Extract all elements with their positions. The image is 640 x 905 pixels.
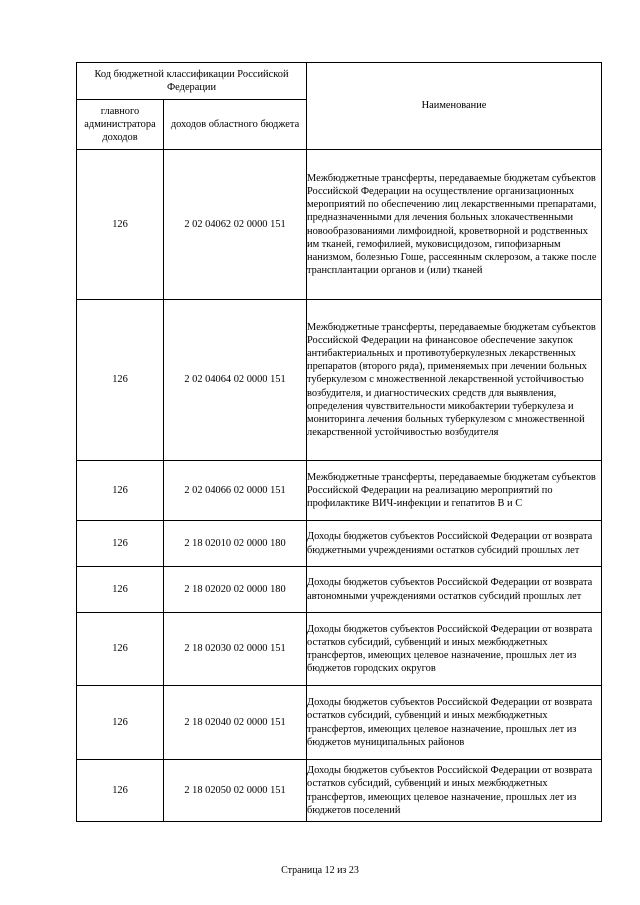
admin-code-cell: 126 (77, 760, 164, 822)
page-number: Страница 12 из 23 (281, 865, 359, 876)
name-cell: Межбюджетные трансферты, передаваемые бюджетам субъектов Российской Федерации на финансовое обеспечение закупок антибактериальных и противотуберкулезных лекарственных препаратов (второго ряда), применяемых при лечении больных туберкулезом с множественной лекарственной устойчивостью возбудителя, и диагностических средств для выявления, определения чувствительности микобактерии туберкулеза и мониторинга лечения больных туберкулезом с множественной лекарственной устойчивостью возбудителя (307, 300, 602, 461)
header-name: Наименование (307, 63, 602, 150)
table-row (77, 300, 602, 461)
header-income-code: доходов областного бюджета (164, 100, 307, 150)
income-code-cell: 2 18 02020 02 0000 180 (164, 567, 307, 613)
name-cell: Доходы бюджетов субъектов Российской Федерации от возврата остатков субсидий, субвенций и иных межбюджетных трансфертов, имеющих целевое назначение, прошлых лет из бюджетов поселений (307, 760, 602, 822)
income-code-cell: 2 02 04062 02 0000 151 (164, 150, 307, 300)
name-cell: Межбюджетные трансферты, передаваемые бюджетам субъектов Российской Федерации на реализацию мероприятий по профилактике ВИЧ-инфекции и гепатитов В и С (307, 461, 602, 521)
admin-code-cell: 126 (77, 300, 164, 461)
name-cell: Межбюджетные трансферты, передаваемые бюджетам субъектов Российской Федерации на осуществление организационных мероприятий по обеспечению лиц лекарственными препаратами, предназначенными для лечения больных злокачественными новообразованиями лимфоидной, кроветворной и родственных им тканей, гемофилией, муковисцидозом, гипофизарным нанизмом, болезнью Гоше, рассеянным склерозом, а также после трансплантации органов и (или) тканей (307, 150, 602, 300)
name-cell: Доходы бюджетов субъектов Российской Федерации от возврата остатков субсидий, субвенций и иных межбюджетных трансфертов, имеющих целевое назначение, прошлых лет из бюджетов городских округов (307, 613, 602, 686)
income-code-cell: 2 02 04064 02 0000 151 (164, 300, 307, 461)
admin-code-cell: 126 (77, 150, 164, 300)
income-code-cell: 2 18 02040 02 0000 151 (164, 686, 307, 760)
income-code-cell: 2 18 02030 02 0000 151 (164, 613, 307, 686)
budget-classification-table (76, 62, 602, 822)
income-code-cell: 2 18 02050 02 0000 151 (164, 760, 307, 822)
admin-code-cell: 126 (77, 521, 164, 567)
name-cell: Доходы бюджетов субъектов Российской Федерации от возврата бюджетными учреждениями остатков субсидий прошлых лет (307, 521, 602, 567)
header-code-group: Код бюджетной классификации Российской Федерации (77, 63, 307, 100)
name-cell: Доходы бюджетов субъектов Российской Федерации от возврата остатков субсидий, субвенций и иных межбюджетных трансфертов, имеющих целевое назначение, прошлых лет из бюджетов муниципальных районов (307, 686, 602, 760)
table-header-row (77, 63, 602, 100)
table-row (77, 613, 602, 686)
header-admin-code: главного администратора доходов (77, 100, 164, 150)
name-cell: Доходы бюджетов субъектов Российской Федерации от возврата автономными учреждениями остатков субсидий прошлых лет (307, 567, 602, 613)
table-row (77, 150, 602, 300)
table-row (77, 521, 602, 567)
table-row (77, 686, 602, 760)
table-row (77, 567, 602, 613)
income-code-cell: 2 02 04066 02 0000 151 (164, 461, 307, 521)
table-row (77, 760, 602, 822)
income-code-cell: 2 18 02010 02 0000 180 (164, 521, 307, 567)
admin-code-cell: 126 (77, 686, 164, 760)
table-row (77, 461, 602, 521)
admin-code-cell: 126 (77, 613, 164, 686)
admin-code-cell: 126 (77, 461, 164, 521)
admin-code-cell: 126 (77, 567, 164, 613)
